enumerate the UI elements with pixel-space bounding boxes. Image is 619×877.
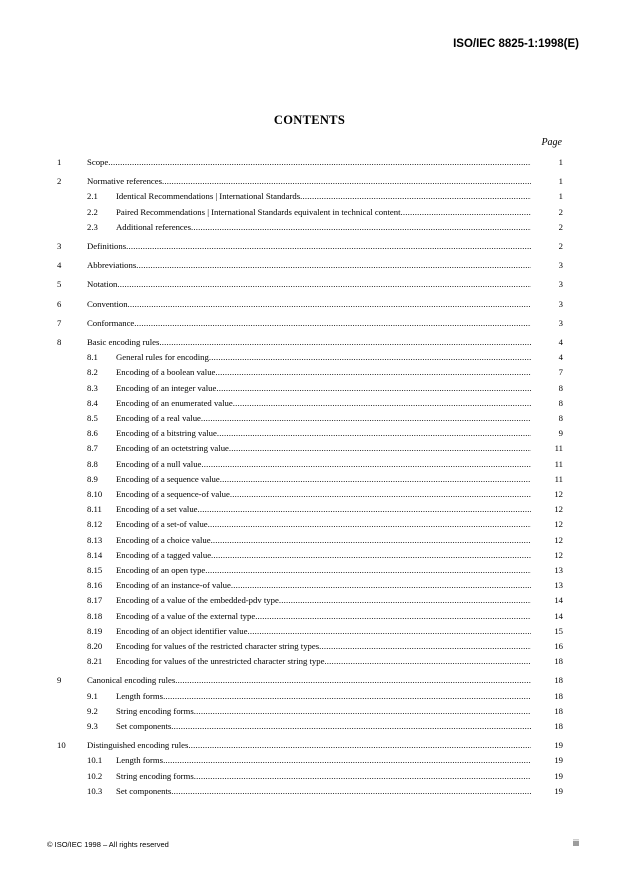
- toc-entry-label: Length forms .....: [116, 753, 531, 767]
- toc-entry-page: 19: [554, 785, 563, 796]
- toc-entry-label: Normative references .....: [87, 174, 531, 188]
- toc-entry-page: 18: [554, 705, 563, 716]
- toc-entry-number: 8.18: [87, 610, 103, 621]
- toc-entry-label: Identical Recommendations | International Standards .....: [116, 189, 531, 203]
- toc-entry-label: Encoding of a set-of value .....: [116, 517, 531, 531]
- toc-entry-number: 4: [57, 260, 62, 271]
- toc-entry-number: 8.10: [87, 489, 103, 499]
- toc-entry-number: 5: [57, 279, 62, 290]
- toc-entry-page: 11: [554, 443, 563, 454]
- page-number: iii: [573, 838, 579, 848]
- toc-entry[interactable]: [0, 654, 619, 668]
- toc-entry-number: 8.15: [87, 565, 103, 575]
- toc-entry[interactable]: [0, 411, 619, 425]
- toc-entry[interactable]: [0, 258, 619, 272]
- toc-entry-page: 1: [558, 157, 563, 167]
- toc-entry[interactable]: [0, 205, 619, 219]
- toc-entry[interactable]: [0, 335, 619, 349]
- toc-entry-page: 11: [554, 473, 563, 484]
- toc-entry-label: Encoding for values of the unrestricted character string type .....: [116, 654, 531, 668]
- toc-entry-number: 8.7: [87, 443, 98, 454]
- toc-entry-page: 1: [558, 176, 563, 187]
- toc-entry-label: Definitions .....: [87, 239, 531, 253]
- toc-entry-label: Notation .....: [87, 277, 531, 291]
- toc-entry[interactable]: [0, 426, 619, 440]
- toc-entry-number: 2.2: [87, 206, 98, 217]
- toc-entry[interactable]: [0, 350, 619, 364]
- toc-entry-number: 8.5: [87, 413, 98, 423]
- toc-entry-number: 2.1: [87, 191, 98, 202]
- toc-entry-number: 8.13: [87, 534, 103, 545]
- toc-entry-label: Convention .....: [87, 297, 531, 311]
- toc-entry-page: 12: [554, 519, 563, 530]
- toc-entry[interactable]: [0, 719, 619, 733]
- toc-entry[interactable]: [0, 578, 619, 592]
- toc-entry[interactable]: [0, 365, 619, 379]
- toc-entry-page: 11: [554, 458, 563, 469]
- toc-entry[interactable]: [0, 689, 619, 703]
- toc-entry-label: General rules for encoding .....: [116, 350, 531, 364]
- page-column-label: Page: [541, 137, 562, 148]
- toc-entry-label: Encoding of an octetstring value .....: [116, 441, 531, 455]
- toc-entry-number: 10.3: [87, 785, 103, 796]
- toc-entry-number: 10.1: [87, 755, 103, 766]
- toc-entry-number: 8.16: [87, 580, 103, 591]
- toc-entry-number: 8.1: [87, 352, 98, 363]
- toc-entry-page: 19: [554, 740, 563, 751]
- toc-entry-label: Paired Recommendations | International Standards equivalent in technical content .....: [116, 205, 531, 219]
- toc-entry[interactable]: [0, 673, 619, 687]
- toc-entry[interactable]: [0, 381, 619, 395]
- toc-entry[interactable]: [0, 441, 619, 455]
- toc-entry-number: 8.19: [87, 625, 103, 636]
- toc-entry-label: String encoding forms .....: [116, 704, 531, 718]
- toc-entry-number: 2.3: [87, 221, 98, 232]
- toc-entry-page: 4: [558, 352, 563, 363]
- toc-entry-number: 8.12: [87, 519, 103, 530]
- toc-entry-label: Encoding of a set value .....: [116, 502, 531, 516]
- toc-entry-page: 19: [554, 770, 563, 781]
- toc-entry[interactable]: [0, 753, 619, 767]
- toc-entry-page: 12: [554, 534, 563, 545]
- toc-entry[interactable]: [0, 784, 619, 798]
- toc-entry[interactable]: [0, 239, 619, 253]
- toc-entry[interactable]: [0, 174, 619, 188]
- toc-entry[interactable]: [0, 297, 619, 311]
- toc-entry-label: Encoding of an instance-of value .....: [116, 578, 531, 592]
- toc-entry-label: Conformance .....: [87, 316, 531, 330]
- toc-entry[interactable]: [0, 769, 619, 783]
- toc-entry-page: 18: [554, 675, 563, 686]
- toc-entry[interactable]: [0, 704, 619, 718]
- toc-entry-number: 9.1: [87, 690, 98, 701]
- toc-entry-number: 10: [57, 740, 66, 751]
- toc-entry-page: 18: [554, 656, 563, 667]
- toc-entry-label: Encoding of a boolean value .....: [116, 365, 531, 379]
- toc-entry-number: 8.20: [87, 641, 103, 651]
- toc-entry-label: Encoding of an enumerated value .....: [116, 396, 531, 410]
- toc-entry-page: 4: [558, 337, 563, 347]
- toc-entry-page: 8: [558, 397, 563, 408]
- toc-entry-label: Abbreviations .....: [87, 258, 531, 272]
- toc-entry-number: 3: [57, 241, 62, 251]
- toc-entry-label: Encoding of a sequence-of value .....: [116, 487, 531, 501]
- toc-entry-page: 18: [554, 690, 563, 701]
- toc-entry[interactable]: [0, 502, 619, 516]
- toc-entry-page: 2: [558, 241, 563, 251]
- toc-entry[interactable]: [0, 277, 619, 291]
- toc-entry-page: 12: [554, 504, 563, 515]
- toc-entry-label: Encoding of a tagged value .....: [116, 548, 531, 562]
- toc-entry[interactable]: [0, 457, 619, 471]
- toc-entry[interactable]: [0, 533, 619, 547]
- toc-entry-number: 1: [57, 157, 62, 167]
- toc-entry-number: 8.21: [87, 656, 103, 667]
- toc-entry-page: 3: [558, 317, 563, 328]
- toc-entry-page: 3: [558, 298, 563, 309]
- toc-entry-page: 3: [558, 279, 563, 290]
- toc-entry-label: Encoding of a bitstring value .....: [116, 426, 531, 440]
- toc-entry-label: Additional references .....: [116, 220, 531, 234]
- toc-entry-label: Encoding of a real value .....: [116, 411, 531, 425]
- toc-entry-page: 1: [558, 191, 563, 202]
- toc-entry-page: 19: [554, 755, 563, 766]
- toc-entry-label: Encoding of a sequence value .....: [116, 472, 531, 486]
- toc-entry-label: Scope .....: [87, 155, 531, 169]
- toc-entry-number: 9.3: [87, 721, 98, 731]
- toc-entry-page: 7: [558, 367, 563, 378]
- toc-entry-label: Encoding of a choice value .....: [116, 533, 531, 547]
- toc-entry[interactable]: [0, 517, 619, 531]
- toc-entry[interactable]: [0, 487, 619, 501]
- toc-entry-number: 8.6: [87, 428, 98, 439]
- toc-entry-number: 6: [57, 298, 62, 309]
- toc-entry-page: 2: [558, 206, 563, 217]
- toc-entry-page: 13: [554, 580, 563, 591]
- toc-entry-label: Basic encoding rules .....: [87, 335, 531, 349]
- toc-entry-number: 8.2: [87, 367, 98, 378]
- toc-entry-number: 8.17: [87, 595, 103, 606]
- toc-entry-page: 8: [558, 382, 563, 393]
- toc-entry[interactable]: [0, 189, 619, 203]
- toc-entry-page: 16: [554, 641, 563, 651]
- toc-entry-number: 9: [57, 675, 62, 686]
- toc-entry-page: 9: [558, 428, 563, 439]
- toc-entry[interactable]: [0, 624, 619, 638]
- toc-entry-page: 14: [554, 595, 563, 606]
- toc-entry-number: 2: [57, 176, 62, 187]
- toc-entry-label: Encoding for values of the restricted character string types .....: [116, 639, 531, 653]
- toc-entry-page: 18: [554, 721, 563, 731]
- toc-entry-page: 2: [558, 221, 563, 232]
- toc-entry[interactable]: [0, 155, 619, 169]
- toc-entry-number: 8.3: [87, 382, 98, 393]
- toc-entry[interactable]: [0, 220, 619, 234]
- toc-entry-label: Canonical encoding rules .....: [87, 673, 531, 687]
- toc-entry-number: 7: [57, 317, 62, 328]
- toc-entry-page: 12: [554, 549, 563, 560]
- toc-entry-label: String encoding forms .....: [116, 769, 531, 783]
- toc-entry-label: Encoding of a value of the external type .....: [116, 609, 531, 623]
- toc-entry-page: 15: [554, 625, 563, 636]
- toc-entry-number: 8.9: [87, 473, 98, 484]
- toc-entry-number: 9.2: [87, 705, 98, 716]
- toc-entry[interactable]: [0, 738, 619, 752]
- toc-entry-number: 10.2: [87, 770, 103, 781]
- document-identifier: ISO/IEC 8825-1:1998(E): [453, 38, 579, 50]
- toc-entry-page: 13: [554, 565, 563, 575]
- toc-entry[interactable]: [0, 316, 619, 330]
- toc-entry[interactable]: [0, 609, 619, 623]
- toc-entry[interactable]: [0, 472, 619, 486]
- toc-entry-label: Encoding of an integer value .....: [116, 381, 531, 395]
- toc-entry[interactable]: [0, 639, 619, 653]
- toc-entry-page: 14: [554, 610, 563, 621]
- page-title: CONTENTS: [273, 113, 346, 127]
- toc-entry-label: Encoding of an open type .....: [116, 563, 531, 577]
- toc-entry[interactable]: [0, 593, 619, 607]
- toc-entry-page: 8: [558, 413, 563, 423]
- toc-entry-label: Set components .....: [116, 719, 531, 733]
- toc-entry[interactable]: [0, 563, 619, 577]
- toc-entry-label: Encoding of an object identifier value .....: [116, 624, 531, 638]
- toc-entry-label: Encoding of a null value .....: [116, 457, 531, 471]
- toc-entry-page: 3: [558, 260, 563, 271]
- toc-entry-number: 8: [57, 337, 62, 347]
- toc-entry-label: Distinguished encoding rules .....: [87, 738, 531, 752]
- toc-entry-page: 12: [554, 489, 563, 499]
- toc-entry-number: 8.14: [87, 549, 103, 560]
- toc-entry-number: 8.11: [87, 504, 102, 515]
- copyright-notice: © ISO/IEC 1998 – All rights reserved: [47, 840, 169, 849]
- toc-entry-label: Encoding of a value of the embedded-pdv type .....: [116, 593, 531, 607]
- toc-entry-number: 8.8: [87, 458, 98, 469]
- toc-entry-number: 8.4: [87, 397, 98, 408]
- toc-entry[interactable]: [0, 548, 619, 562]
- toc-entry[interactable]: [0, 396, 619, 410]
- toc-entry-label: Set components .....: [116, 784, 531, 798]
- toc-entry-label: Length forms .....: [116, 689, 531, 703]
